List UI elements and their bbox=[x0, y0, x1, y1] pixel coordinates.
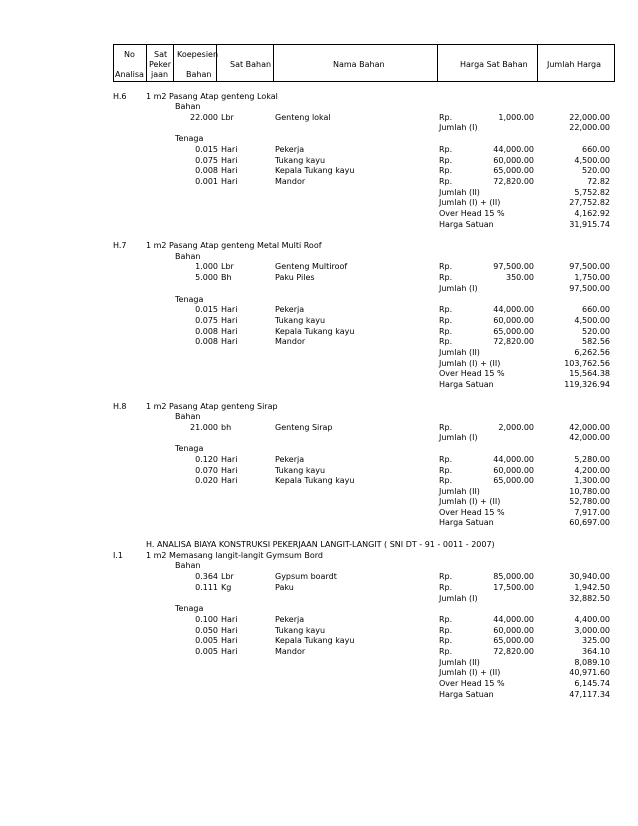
summary-label: Over Head 15 % bbox=[439, 369, 505, 378]
header-sat-top: Sat bbox=[154, 50, 168, 59]
jumlah1-value: 32,882.50 bbox=[569, 594, 610, 603]
nama: Paku bbox=[275, 583, 294, 592]
sat: Hari bbox=[221, 166, 238, 175]
koef: 21.000 bbox=[190, 423, 218, 432]
block-title: 1 m2 Memasang langit-langit Gymsum Bord bbox=[146, 551, 323, 560]
koef: 0.364 bbox=[195, 572, 218, 581]
rp: Rp. bbox=[439, 177, 453, 186]
nama: Kepala Tukang kayu bbox=[275, 476, 355, 485]
harga: 60,000.00 bbox=[493, 466, 534, 475]
koef: 0.070 bbox=[195, 466, 218, 475]
koef: 0.005 bbox=[195, 636, 218, 645]
summary-value: 15,564.38 bbox=[569, 369, 610, 378]
jumlah1-label: Jumlah (I) bbox=[439, 433, 478, 442]
nama: Tukang kayu bbox=[275, 626, 326, 635]
sat: Bh bbox=[221, 273, 232, 282]
nama: Genteng Sirap bbox=[275, 423, 333, 432]
koef: 0.015 bbox=[195, 305, 218, 314]
header-koef-bot: Bahan bbox=[186, 70, 212, 79]
summary-label: Over Head 15 % bbox=[439, 679, 505, 688]
koef: 0.008 bbox=[195, 337, 218, 346]
jumlah: 22,000.00 bbox=[569, 113, 610, 122]
summary-value: 8,089.10 bbox=[574, 658, 610, 667]
nama: Kepala Tukang kayu bbox=[275, 166, 355, 175]
rp: Rp. bbox=[439, 423, 453, 432]
sat: bh bbox=[221, 423, 232, 432]
jumlah1-value: 22,000.00 bbox=[569, 123, 610, 132]
nama: Tukang kayu bbox=[275, 466, 326, 475]
harga: 350.00 bbox=[506, 273, 534, 282]
rp: Rp. bbox=[439, 636, 453, 645]
jumlah: 72.82 bbox=[587, 177, 610, 186]
koef: 0.015 bbox=[195, 145, 218, 154]
harga: 65,000.00 bbox=[493, 636, 534, 645]
jumlah: 582.56 bbox=[582, 337, 610, 346]
harga: 44,000.00 bbox=[493, 615, 534, 624]
jumlah1-value: 42,000.00 bbox=[569, 433, 610, 442]
header-no: No bbox=[124, 50, 135, 59]
harga: 44,000.00 bbox=[493, 145, 534, 154]
jumlah: 520.00 bbox=[582, 327, 610, 336]
nama: Genteng lokal bbox=[275, 113, 331, 122]
harga: 65,000.00 bbox=[493, 327, 534, 336]
summary-value: 103,762.56 bbox=[564, 359, 610, 368]
koef: 0.008 bbox=[195, 166, 218, 175]
koef: 5.000 bbox=[195, 273, 218, 282]
summary-value: 5,752.82 bbox=[574, 188, 610, 197]
jumlah: 4,400.00 bbox=[574, 615, 610, 624]
section-heading: H. ANALISA BIAYA KONSTRUKSI PEKERJAAN LANGIT-LANGIT ( SNI DT - 91 - 0011 - 2007) bbox=[146, 540, 495, 549]
header-nama-bahan: Nama Bahan bbox=[333, 60, 385, 69]
sat: Hari bbox=[221, 615, 238, 624]
tenaga-label: Tenaga bbox=[175, 604, 204, 613]
summary-value: 7,917.00 bbox=[574, 508, 610, 517]
sat: Hari bbox=[221, 476, 238, 485]
tenaga-label: Tenaga bbox=[175, 444, 204, 453]
nama: Gypsum boardt bbox=[275, 572, 337, 581]
nama: Kepala Tukang kayu bbox=[275, 327, 355, 336]
jumlah1-value: 97,500.00 bbox=[569, 284, 610, 293]
summary-value: 52,780.00 bbox=[569, 497, 610, 506]
rp: Rp. bbox=[439, 455, 453, 464]
block-code: I.1 bbox=[113, 551, 123, 560]
harga: 60,000.00 bbox=[493, 316, 534, 325]
summary-label: Jumlah (I) + (II) bbox=[439, 198, 501, 207]
jumlah: 97,500.00 bbox=[569, 262, 610, 271]
rp: Rp. bbox=[439, 262, 453, 271]
tenaga-label: Tenaga bbox=[175, 295, 204, 304]
summary-value: 60,697.00 bbox=[569, 518, 610, 527]
harga: 85,000.00 bbox=[493, 572, 534, 581]
jumlah1-label: Jumlah (I) bbox=[439, 123, 478, 132]
jumlah: 660.00 bbox=[582, 305, 610, 314]
koef: 0.100 bbox=[195, 615, 218, 624]
nama: Pekerja bbox=[275, 455, 305, 464]
summary-value: 6,262.56 bbox=[574, 348, 610, 357]
koef: 0.075 bbox=[195, 316, 218, 325]
summary-label: Jumlah (I) + (II) bbox=[439, 668, 501, 677]
jumlah: 4,500.00 bbox=[574, 156, 610, 165]
jumlah: 325.00 bbox=[582, 636, 610, 645]
jumlah: 1,942.50 bbox=[574, 583, 610, 592]
summary-label: Jumlah (II) bbox=[439, 487, 480, 496]
jumlah: 42,000.00 bbox=[569, 423, 610, 432]
summary-label: Over Head 15 % bbox=[439, 508, 505, 517]
rp: Rp. bbox=[439, 156, 453, 165]
jumlah: 1,750.00 bbox=[574, 273, 610, 282]
rp: Rp. bbox=[439, 626, 453, 635]
koef: 0.020 bbox=[195, 476, 218, 485]
summary-label: Jumlah (II) bbox=[439, 348, 480, 357]
block-code: H.7 bbox=[113, 241, 127, 250]
header-sat-mid: Peker bbox=[149, 60, 172, 69]
nama: Paku Piles bbox=[275, 273, 315, 282]
header-jumlah-harga: Jumlah Harga bbox=[547, 60, 602, 69]
block-title: 1 m2 Pasang Atap genteng Metal Multi Roof bbox=[146, 241, 322, 250]
nama: Mandor bbox=[275, 647, 306, 656]
summary-value: 47,117.34 bbox=[569, 690, 610, 699]
koef: 0.111 bbox=[195, 583, 218, 592]
nama: Mandor bbox=[275, 337, 306, 346]
sat: Lbr bbox=[221, 572, 234, 581]
harga: 44,000.00 bbox=[493, 305, 534, 314]
harga: 72,820.00 bbox=[493, 647, 534, 656]
nama: Pekerja bbox=[275, 145, 305, 154]
sat: Hari bbox=[221, 145, 238, 154]
nama: Pekerja bbox=[275, 305, 305, 314]
bahan-label: Bahan bbox=[175, 561, 201, 570]
koef: 0.001 bbox=[195, 177, 218, 186]
jumlah: 4,200.00 bbox=[574, 466, 610, 475]
header-analisa: Analisa bbox=[115, 70, 144, 79]
sat: Hari bbox=[221, 337, 238, 346]
jumlah: 364.10 bbox=[582, 647, 610, 656]
rp: Rp. bbox=[439, 273, 453, 282]
koef: 0.008 bbox=[195, 327, 218, 336]
summary-label: Jumlah (I) + (II) bbox=[439, 497, 501, 506]
sat: Hari bbox=[221, 636, 238, 645]
block-title: 1 m2 Pasang Atap genteng Lokal bbox=[146, 92, 278, 101]
sat: Hari bbox=[221, 626, 238, 635]
rp: Rp. bbox=[439, 615, 453, 624]
rp: Rp. bbox=[439, 145, 453, 154]
rp: Rp. bbox=[439, 113, 453, 122]
koef: 0.075 bbox=[195, 156, 218, 165]
sat: Hari bbox=[221, 177, 238, 186]
harga: 44,000.00 bbox=[493, 455, 534, 464]
harga: 72,820.00 bbox=[493, 337, 534, 346]
sat: Hari bbox=[221, 305, 238, 314]
rp: Rp. bbox=[439, 476, 453, 485]
summary-value: 10,780.00 bbox=[569, 487, 610, 496]
sat: Lbr bbox=[221, 113, 234, 122]
koef: 0.050 bbox=[195, 626, 218, 635]
block-title: 1 m2 Pasang Atap genteng Sirap bbox=[146, 402, 278, 411]
jumlah1-label: Jumlah (I) bbox=[439, 284, 478, 293]
harga: 72,820.00 bbox=[493, 177, 534, 186]
summary-value: 4,162.92 bbox=[574, 209, 610, 218]
header-sat-bot: jaan bbox=[151, 70, 169, 79]
block-code: H.8 bbox=[113, 402, 127, 411]
block-code: H.6 bbox=[113, 92, 127, 101]
summary-label: Harga Satuan bbox=[439, 380, 494, 389]
bahan-label: Bahan bbox=[175, 102, 201, 111]
harga: 65,000.00 bbox=[493, 166, 534, 175]
harga: 60,000.00 bbox=[493, 156, 534, 165]
summary-value: 119,326.94 bbox=[564, 380, 610, 389]
sat: Hari bbox=[221, 647, 238, 656]
sat: Hari bbox=[221, 327, 238, 336]
jumlah: 1,300.00 bbox=[574, 476, 610, 485]
sat: Lbr bbox=[221, 262, 234, 271]
koef: 0.005 bbox=[195, 647, 218, 656]
harga: 2,000.00 bbox=[498, 423, 534, 432]
summary-label: Jumlah (II) bbox=[439, 658, 480, 667]
rp: Rp. bbox=[439, 327, 453, 336]
rp: Rp. bbox=[439, 166, 453, 175]
jumlah: 520.00 bbox=[582, 166, 610, 175]
rp: Rp. bbox=[439, 305, 453, 314]
koef: 1.000 bbox=[195, 262, 218, 271]
rp: Rp. bbox=[439, 337, 453, 346]
harga: 1,000.00 bbox=[498, 113, 534, 122]
rp: Rp. bbox=[439, 316, 453, 325]
sat: Hari bbox=[221, 316, 238, 325]
table-header bbox=[113, 44, 615, 82]
jumlah: 30,940.00 bbox=[569, 572, 610, 581]
header-harga-sat: Harga Sat Bahan bbox=[460, 60, 528, 69]
harga: 97,500.00 bbox=[493, 262, 534, 271]
bahan-label: Bahan bbox=[175, 252, 201, 261]
jumlah: 4,500.00 bbox=[574, 316, 610, 325]
nama: Mandor bbox=[275, 177, 306, 186]
summary-label: Jumlah (I) + (II) bbox=[439, 359, 501, 368]
summary-value: 31,915.74 bbox=[569, 220, 610, 229]
summary-value: 27,752.82 bbox=[569, 198, 610, 207]
tenaga-label: Tenaga bbox=[175, 134, 204, 143]
nama: Kepala Tukang kayu bbox=[275, 636, 355, 645]
harga: 65,000.00 bbox=[493, 476, 534, 485]
jumlah: 3,000.00 bbox=[574, 626, 610, 635]
harga: 60,000.00 bbox=[493, 626, 534, 635]
sat: Hari bbox=[221, 466, 238, 475]
rp: Rp. bbox=[439, 583, 453, 592]
sat: Hari bbox=[221, 455, 238, 464]
summary-label: Jumlah (II) bbox=[439, 188, 480, 197]
summary-label: Harga Satuan bbox=[439, 220, 494, 229]
jumlah: 5,280.00 bbox=[574, 455, 610, 464]
nama: Tukang kayu bbox=[275, 156, 326, 165]
jumlah1-label: Jumlah (I) bbox=[439, 594, 478, 603]
summary-value: 40,971.60 bbox=[569, 668, 610, 677]
summary-label: Harga Satuan bbox=[439, 690, 494, 699]
bahan-label: Bahan bbox=[175, 412, 201, 421]
rp: Rp. bbox=[439, 647, 453, 656]
summary-value: 6,145.74 bbox=[574, 679, 610, 688]
nama: Genteng Multiroof bbox=[275, 262, 348, 271]
nama: Pekerja bbox=[275, 615, 305, 624]
rp: Rp. bbox=[439, 572, 453, 581]
harga: 17,500.00 bbox=[493, 583, 534, 592]
summary-label: Over Head 15 % bbox=[439, 209, 505, 218]
sat: Kg bbox=[221, 583, 232, 592]
header-sat-bahan: Sat Bahan bbox=[230, 60, 272, 69]
jumlah: 660.00 bbox=[582, 145, 610, 154]
summary-label: Harga Satuan bbox=[439, 518, 494, 527]
koef: 22.000 bbox=[190, 113, 218, 122]
koef: 0.120 bbox=[195, 455, 218, 464]
nama: Tukang kayu bbox=[275, 316, 326, 325]
header-koef-top: Koepesien bbox=[177, 50, 219, 59]
sat: Hari bbox=[221, 156, 238, 165]
rp: Rp. bbox=[439, 466, 453, 475]
